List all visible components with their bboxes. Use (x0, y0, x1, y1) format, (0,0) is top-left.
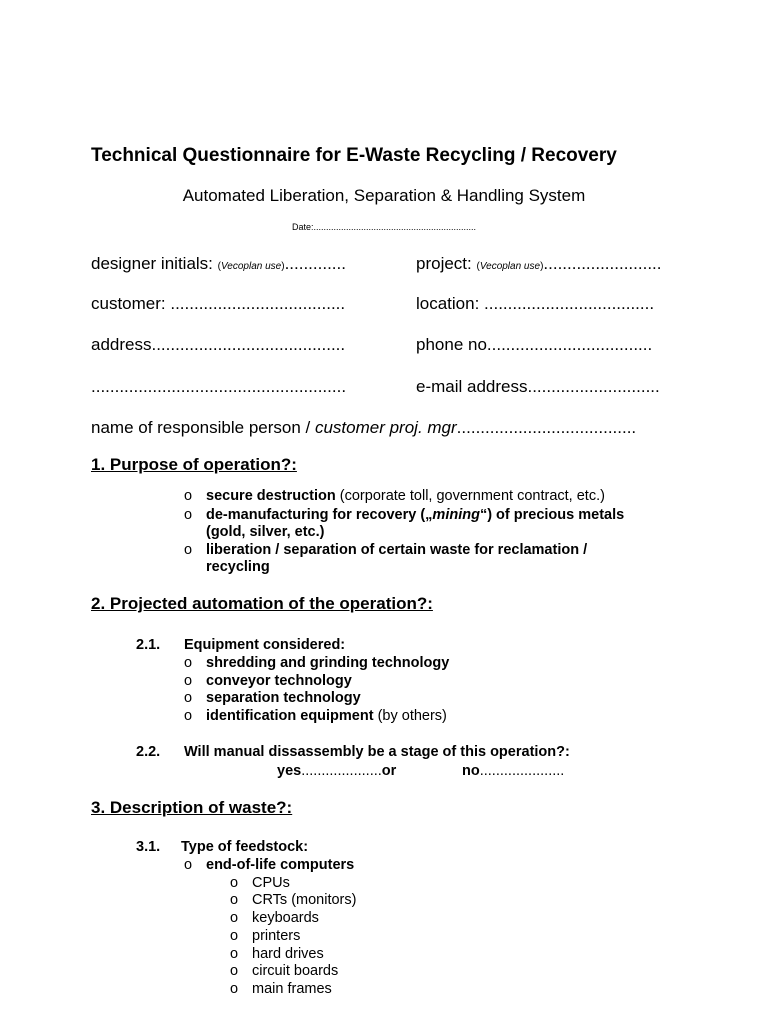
section-3-heading: 3. Description of waste?: (91, 798, 293, 817)
purpose-item-2: o de-manufacturing for recovery („mining“) of precious metals (184, 507, 625, 523)
document-title: Technical Questionnaire for E-Waste Recycling / Recovery (91, 145, 617, 166)
bullet-icon: o (230, 928, 239, 944)
bullet-icon: o (230, 892, 239, 908)
purpose-item-3-line2: recycling (206, 559, 270, 575)
computer-item: o circuit boards (230, 963, 339, 979)
project-label: project: (416, 254, 472, 273)
feedstock-item-1: o end-of-life computers (184, 857, 355, 873)
address-field: address......................................... (91, 335, 346, 354)
no-option: no..................... (462, 763, 565, 779)
subsection-2-2-number: 2.2. (136, 744, 161, 760)
equipment-item-3: o separation technology (184, 690, 361, 706)
bullet-icon: o (184, 655, 193, 671)
address-continuation-field: ...................................................... (91, 377, 347, 396)
computer-item: o CPUs (230, 875, 290, 891)
date-value: ................................................................. (313, 222, 477, 232)
document-subtitle: Automated Liberation, Separation & Handling System (182, 186, 586, 205)
bullet-icon: o (230, 946, 239, 962)
subsection-3-1-label: Type of feedstock: (181, 839, 309, 855)
equipment-item-1: o shredding and grinding technology (184, 655, 450, 671)
equipment-item-4: o identification equipment (by others) (184, 708, 447, 724)
responsible-label: name of responsible person / (91, 418, 315, 437)
bullet-icon: o (184, 690, 193, 706)
customer-field: customer: ..................................... (91, 294, 346, 313)
purpose-item-2-line2: (gold, silver, etc.) (206, 524, 325, 540)
bullet-icon: o (184, 488, 193, 504)
subsection-2-1-label: Equipment considered: (184, 637, 346, 653)
project-note: (Vecoplan use) (476, 261, 544, 272)
bullet-icon: o (184, 507, 193, 523)
email-field: e-mail address............................ (416, 377, 660, 396)
subsection-3-1-number: 3.1. (136, 839, 161, 855)
designer-initials-label: designer initials: (91, 254, 213, 273)
bullet-icon: o (230, 981, 239, 997)
computer-item: o hard drives (230, 946, 324, 962)
bullet-icon: o (230, 963, 239, 979)
date-label: Date: (291, 222, 314, 232)
responsible-person-field (91, 418, 636, 438)
bullet-icon: o (184, 857, 193, 873)
designer-initials-field (91, 254, 346, 274)
bullet-icon: o (184, 708, 193, 724)
bullet-icon: o (184, 673, 193, 689)
equipment-item-2: o conveyor technology (184, 673, 352, 689)
section-2-heading: 2. Projected automation of the operation?: (91, 594, 433, 613)
subsection-2-2-label: Will manual dissassembly be a stage of this operation?: (184, 744, 570, 760)
designer-initials-note: (Vecoplan use) (217, 261, 285, 272)
bullet-icon: o (230, 875, 239, 891)
computer-item: o printers (230, 928, 301, 944)
project-field (416, 254, 662, 274)
responsible-dots: ...................................... (456, 418, 637, 437)
purpose-item-1: o secure destruction (corporate toll, government contract, etc.) (184, 488, 605, 504)
subsection-2-1-number: 2.1. (136, 637, 161, 653)
bullet-icon: o (230, 910, 239, 926)
yes-option: yes....................or (277, 763, 397, 779)
computer-item: o main frames (230, 981, 332, 997)
date-line (0, 222, 768, 232)
purpose-item-3: o liberation / separation of certain waste for reclamation / (184, 542, 588, 558)
location-field: location: .................................... (416, 294, 655, 313)
project-dots: ......................... (543, 254, 662, 273)
bullet-icon: o (184, 542, 193, 558)
computer-item: o keyboards (230, 910, 319, 926)
responsible-italic: customer proj. mgr (314, 418, 457, 437)
designer-initials-dots: ............. (284, 254, 346, 273)
section-1-heading: 1. Purpose of operation?: (91, 455, 297, 474)
phone-field: phone no................................... (416, 335, 653, 354)
computer-item: o CRTs (monitors) (230, 892, 357, 908)
